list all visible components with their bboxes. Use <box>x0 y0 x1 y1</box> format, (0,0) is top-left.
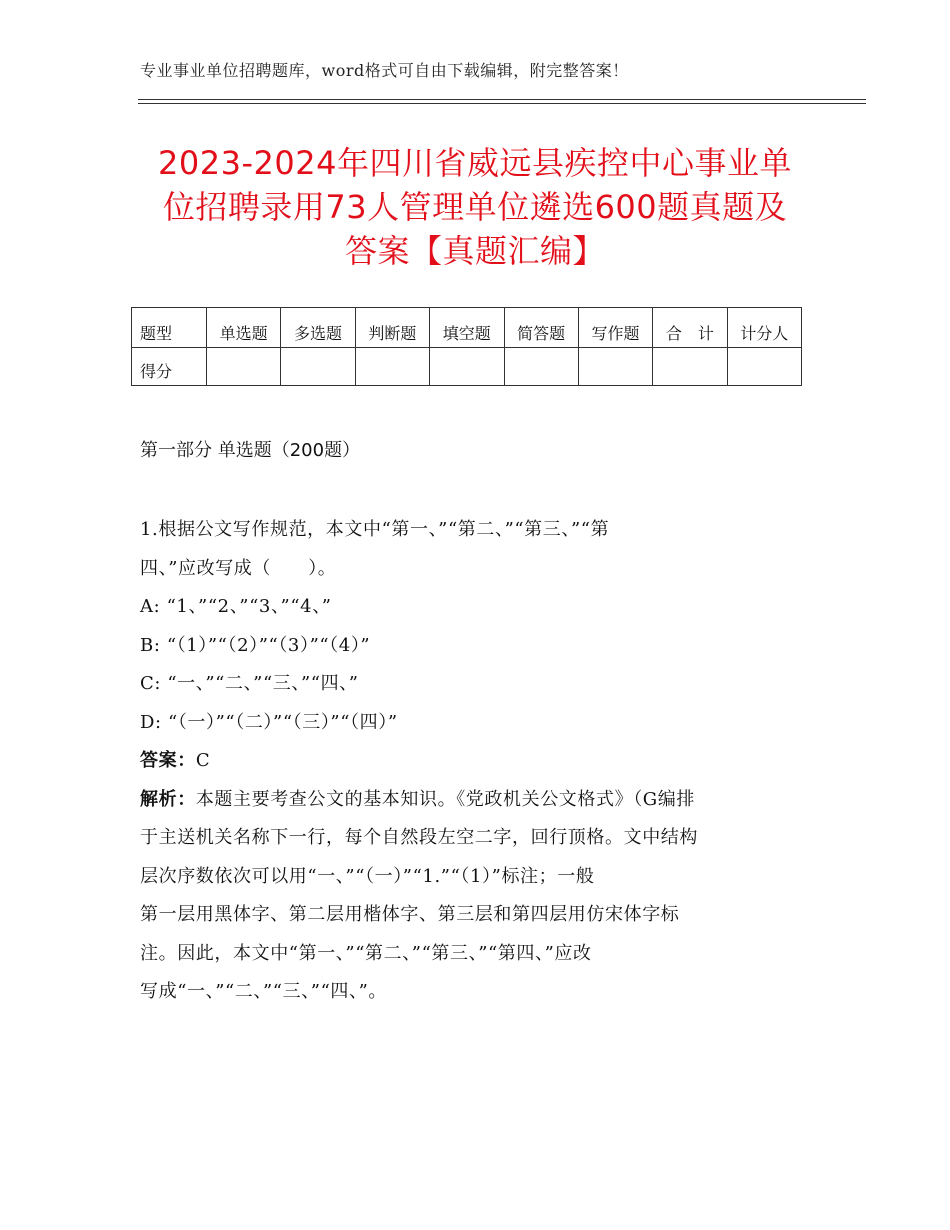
score-col-writing: 写作题 <box>578 308 652 348</box>
analysis-line-6: 写成“一、”“二、”“三、”“四、”。 <box>140 981 388 1002</box>
score-table-type-label: 题型 <box>132 308 207 348</box>
answer-line <box>140 742 810 781</box>
score-cell <box>653 348 727 386</box>
option-c: C: “一、”“二、”“三、”“四、” <box>140 673 359 694</box>
analysis-line-4: 第一层用黑体字、第二层用楷体字、第三层和第四层用仿宋体字标 <box>140 904 680 925</box>
answer-label: 答案： <box>140 750 196 771</box>
page-title <box>100 141 850 273</box>
question-stem-line-2: 四、”应改写成（ ）。 <box>140 557 337 579</box>
title-line-2: 位招聘录用73人管理单位遴选600题真题及 <box>162 188 788 226</box>
score-col-single-choice: 单选题 <box>207 308 281 348</box>
score-col-true-false: 判断题 <box>355 308 429 348</box>
score-table-score-label: 得分 <box>132 348 207 386</box>
score-cell <box>578 348 652 386</box>
analysis-line-3: 层次序数依次可以用“一、”“（一）”“1.”“（1）”标注；一般 <box>140 865 595 887</box>
score-col-scorer: 计分人 <box>727 308 801 348</box>
section-title: 第一部分 单选题（200题） <box>140 440 361 461</box>
score-col-fill-blank: 填空题 <box>430 308 504 348</box>
header-rule-secondary <box>138 103 866 104</box>
score-cell <box>207 348 281 386</box>
score-table-header-row <box>132 308 802 348</box>
score-col-total: 合 计 <box>653 308 727 348</box>
score-cell <box>727 348 801 386</box>
option-d: D: “（一）”“（二）”“（三）”“（四）” <box>140 711 398 733</box>
analysis-label: 解析： <box>140 788 196 810</box>
analysis-text-1: 本题主要考查公文的基本知识。《党政机关公文格式》（G编排 <box>195 788 695 810</box>
header-rule <box>138 99 866 100</box>
question-stem-line-1: 1.根据公文写作规范，本文中“第一、”“第二、”“第三、”“第 <box>140 519 610 540</box>
title-line-3: 答案【真题汇编】 <box>344 232 605 270</box>
header-note: 专业事业单位招聘题库，word格式可自由下载编辑，附完整答案！ <box>140 61 629 80</box>
score-cell <box>355 348 429 386</box>
score-table <box>131 307 802 386</box>
analysis-line-1 <box>140 781 810 820</box>
score-table-score-row <box>132 348 802 386</box>
analysis-line-2: 于主送机关名称下一行，每个自然段左空二字，回行顶格。文中结构 <box>140 827 698 848</box>
score-col-short-answer: 简答题 <box>504 308 578 348</box>
option-a: A: “1、”“2、”“3、”“4、” <box>140 596 332 617</box>
score-cell <box>281 348 355 386</box>
option-b: B: “（1）”“（2）”“（3）”“（4）” <box>140 634 371 656</box>
score-cell <box>504 348 578 386</box>
answer-value: C <box>195 750 211 771</box>
question-block <box>140 511 810 1012</box>
title-line-1: 2023-2024年四川省威远县疾控中心事业单 <box>158 144 792 182</box>
score-cell <box>430 348 504 386</box>
score-col-multiple-choice: 多选题 <box>281 308 355 348</box>
analysis-line-5: 注。因此，本文中“第一、”“第二、”“第三、”“第四、”应改 <box>140 942 592 964</box>
